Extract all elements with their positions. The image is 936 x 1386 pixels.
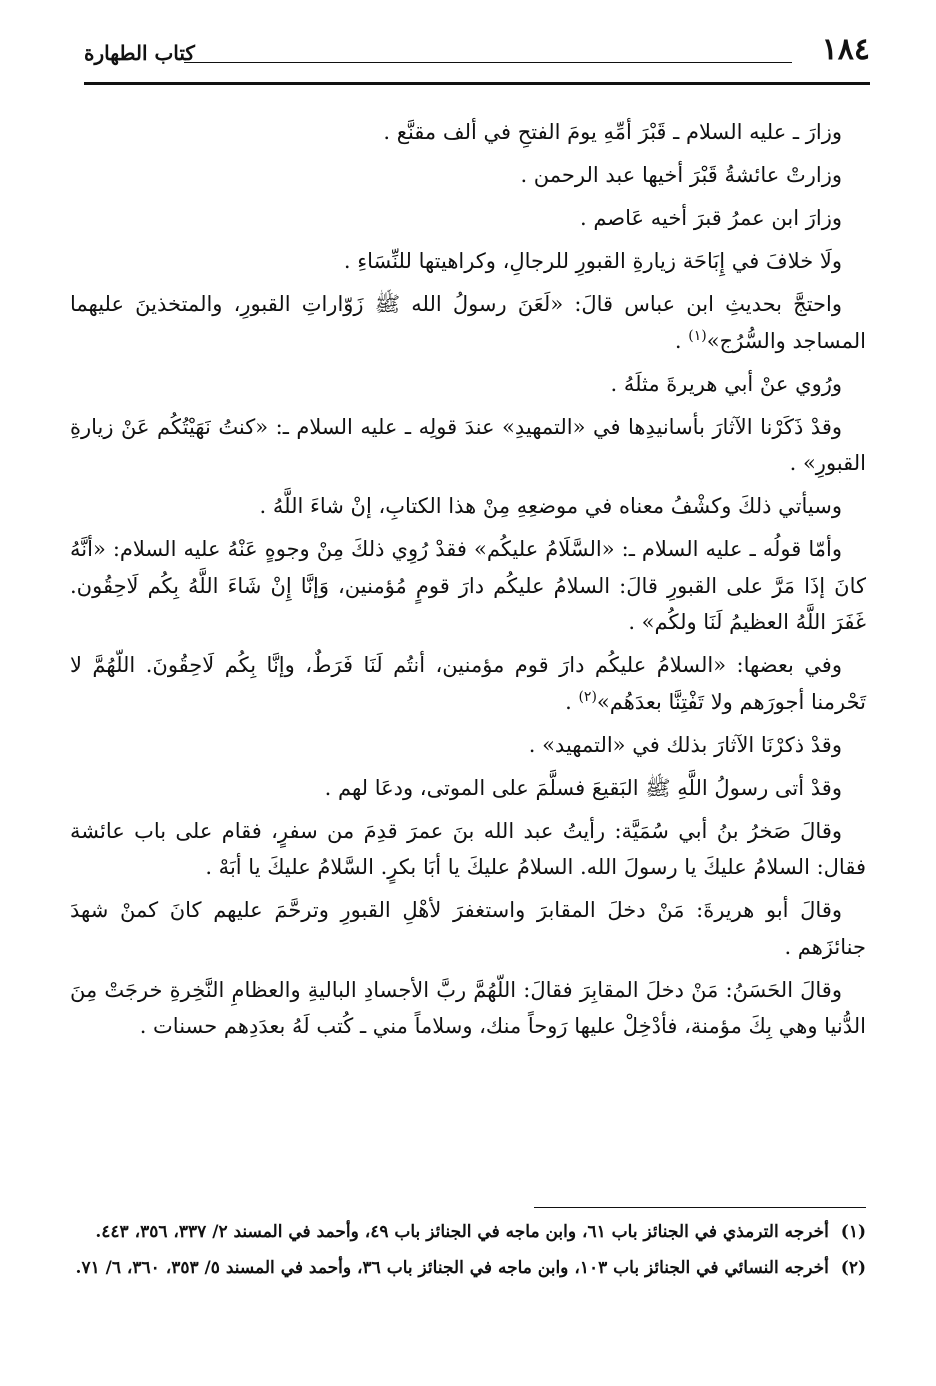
footnote-number: (١)	[840, 1222, 866, 1242]
header-dash-line	[184, 62, 792, 63]
page-header	[84, 32, 870, 74]
footnote-text: أخرجه النسائي في الجنائز باب ١٠٣، وابن ماجه في الجنائز باب ٣٦، وأحمد في المسند ٥/ ٣٥٣، ٣٦٠، ٦/ ٧١.	[75, 1258, 829, 1278]
main-text	[70, 114, 866, 1051]
paragraph-with-footnote: وفي بعضها: «السلامُ عليكُم دارَ قوم مؤمنين، أنتُم لَنَا فَرَطٌ، وإنَّا بِكُم لَاحِقُونَ. اللّهُمَّ لا تَحْرمنا أجورَهم ولا تَفْتِنَّا بعدَهُم»$^{(٢)}$ .	[70, 653, 866, 714]
paragraph: وقدْ أتى رسولُ اللَّهِ ﷺ البَقيعَ فسلَّمَ على الموتى، ودعَا لهم .	[324, 775, 842, 800]
paragraph: وقدْ ذَكَرْنا الآثارَ بأسانيدِها في «التمهيدِ» عندَ قولِه ـ عليه السلام ـ: «كنتُ نَهَيْتُكُم عَنْ زيارةِ القبورِ» .	[70, 414, 866, 475]
paragraph: ورُوي عنْ أبي هريرةَ مثلَهُ .	[610, 371, 842, 396]
paragraph: وقدْ ذكرْنَا الآثارَ بذلك في «التمهيد» .	[528, 732, 842, 757]
paragraph: وأمّا قولُه ـ عليه السلام ـ: «السَّلَامُ عليكُم» فقدْ رُوِي ذلكَ مِنْ وجوهٍ عَنْهُ عليه السلام: «أنَّهُ كانَ إذَا مَرَّ على القبورِ قالَ: السلامُ عليكُم دارَ قومٍ مُؤمنين، وَإنَّا إِنْ شَاءَ اللَّهُ بِكُم لَاحِقُون. غَفَرَ اللَّهُ العظيمُ لَنَا ولكُم» .	[70, 537, 866, 634]
paragraph-text: واحتجَّ بحديثِ ابن عباس قالَ: «لَعَنَ رسولُ الله ﷺ زَوّاراتِ القبورِ، والمتخذينَ عليهما المساجد والسُّرُج»	[70, 292, 866, 353]
paragraph-text: وفي بعضها: «السلامُ عليكُم دارَ قوم مؤمنين، أنتُم لَنَا فَرَطٌ، وإنَّا بِكُم لَاحِقُونَ. اللّهُمَّ لا تَحْرمنا أجورَهم ولا تَفْتِنَّا بعدَهُم»	[70, 653, 866, 714]
paragraph-with-footnote: واحتجَّ بحديثِ ابن عباس قالَ: «لَعَنَ رسولُ الله ﷺ زَوّاراتِ القبورِ، والمتخذينَ عليهما المساجد والسُّرُج»$^{(١)}$ .	[70, 292, 866, 353]
book-title: كتاب الطهارة	[84, 41, 195, 65]
paragraph: وزارتْ عائشةُ قَبْرَ أخيها عبد الرحمن .	[520, 163, 842, 187]
paragraph: وسيأتي ذلكَ وكشْفُ معناه في موضعِهِ مِنْ هذا الكتابِ، إنْ شاءَ اللَّهُ .	[259, 494, 842, 518]
header-rule	[84, 82, 870, 85]
paragraph: وقالَ أبو هريرةَ: مَنْ دخلَ المقابرَ واستغفرَ لأهْلِ القبورِ وترحَّمَ عليهم كانَ كمنْ شهدَ جنائزَهم .	[70, 898, 866, 959]
paragraph: وقالَ الحَسَنُ: مَنْ دخلَ المقابِرَ فقالَ: اللّهُمَّ ربَّ الأجسادِ الباليةِ والعظامِ النَّخِرةِ خرجَتْ مِنَ الدُّنيا وهي بِكَ مؤمنة، فأدْخِلْ عليها رَوحاً منك، وسلاماً مني ـ كُتب لَهُ بعدَدِهم حسنات .	[70, 977, 866, 1038]
footnote	[70, 1216, 866, 1248]
footnote-ref[interactable]: (١)	[688, 327, 707, 344]
page-number: ١٨٤	[821, 32, 870, 67]
footnotes	[70, 1216, 866, 1288]
footnote-separator	[534, 1207, 866, 1208]
footnote-ref[interactable]: (٢)	[578, 688, 597, 705]
paragraph: وزارَ ـ عليه السلام ـ قَبْرَ أمِّهِ يومَ الفتحِ في ألف مقنَّع .	[383, 120, 842, 144]
footnote-number: (٢)	[840, 1258, 866, 1278]
paragraph: وزارَ ابن عمرُ قبرَ أخيه عَاصم .	[579, 206, 842, 230]
footnote	[70, 1252, 866, 1284]
paragraph: وقالَ صَخرُ بنُ أبي سُمَيَّة: رأيتُ عبد الله بنَ عمرَ قدِمَ من سفرٍ، فقام على باب عائشة فقال: السلامُ عليكَ يا رسولَ الله. السلامُ عليكَ يا أبَا بكرٍ. السَّلامُ عليكَ يا أبَهْ .	[70, 818, 866, 879]
footnote-text: أخرجه الترمذي في الجنائز باب ٦١، وابن ماجه في الجنائز باب ٤٩، وأحمد في المسند ٢/ ٣٣٧، ٣٥٦، ٤٤٣.	[95, 1222, 829, 1242]
paragraph: ولَا خلافَ في إِبَاحَة زيارةِ القبورِ للرجالِ، وكراهيتها للنِّسَاءِ .	[343, 249, 842, 273]
